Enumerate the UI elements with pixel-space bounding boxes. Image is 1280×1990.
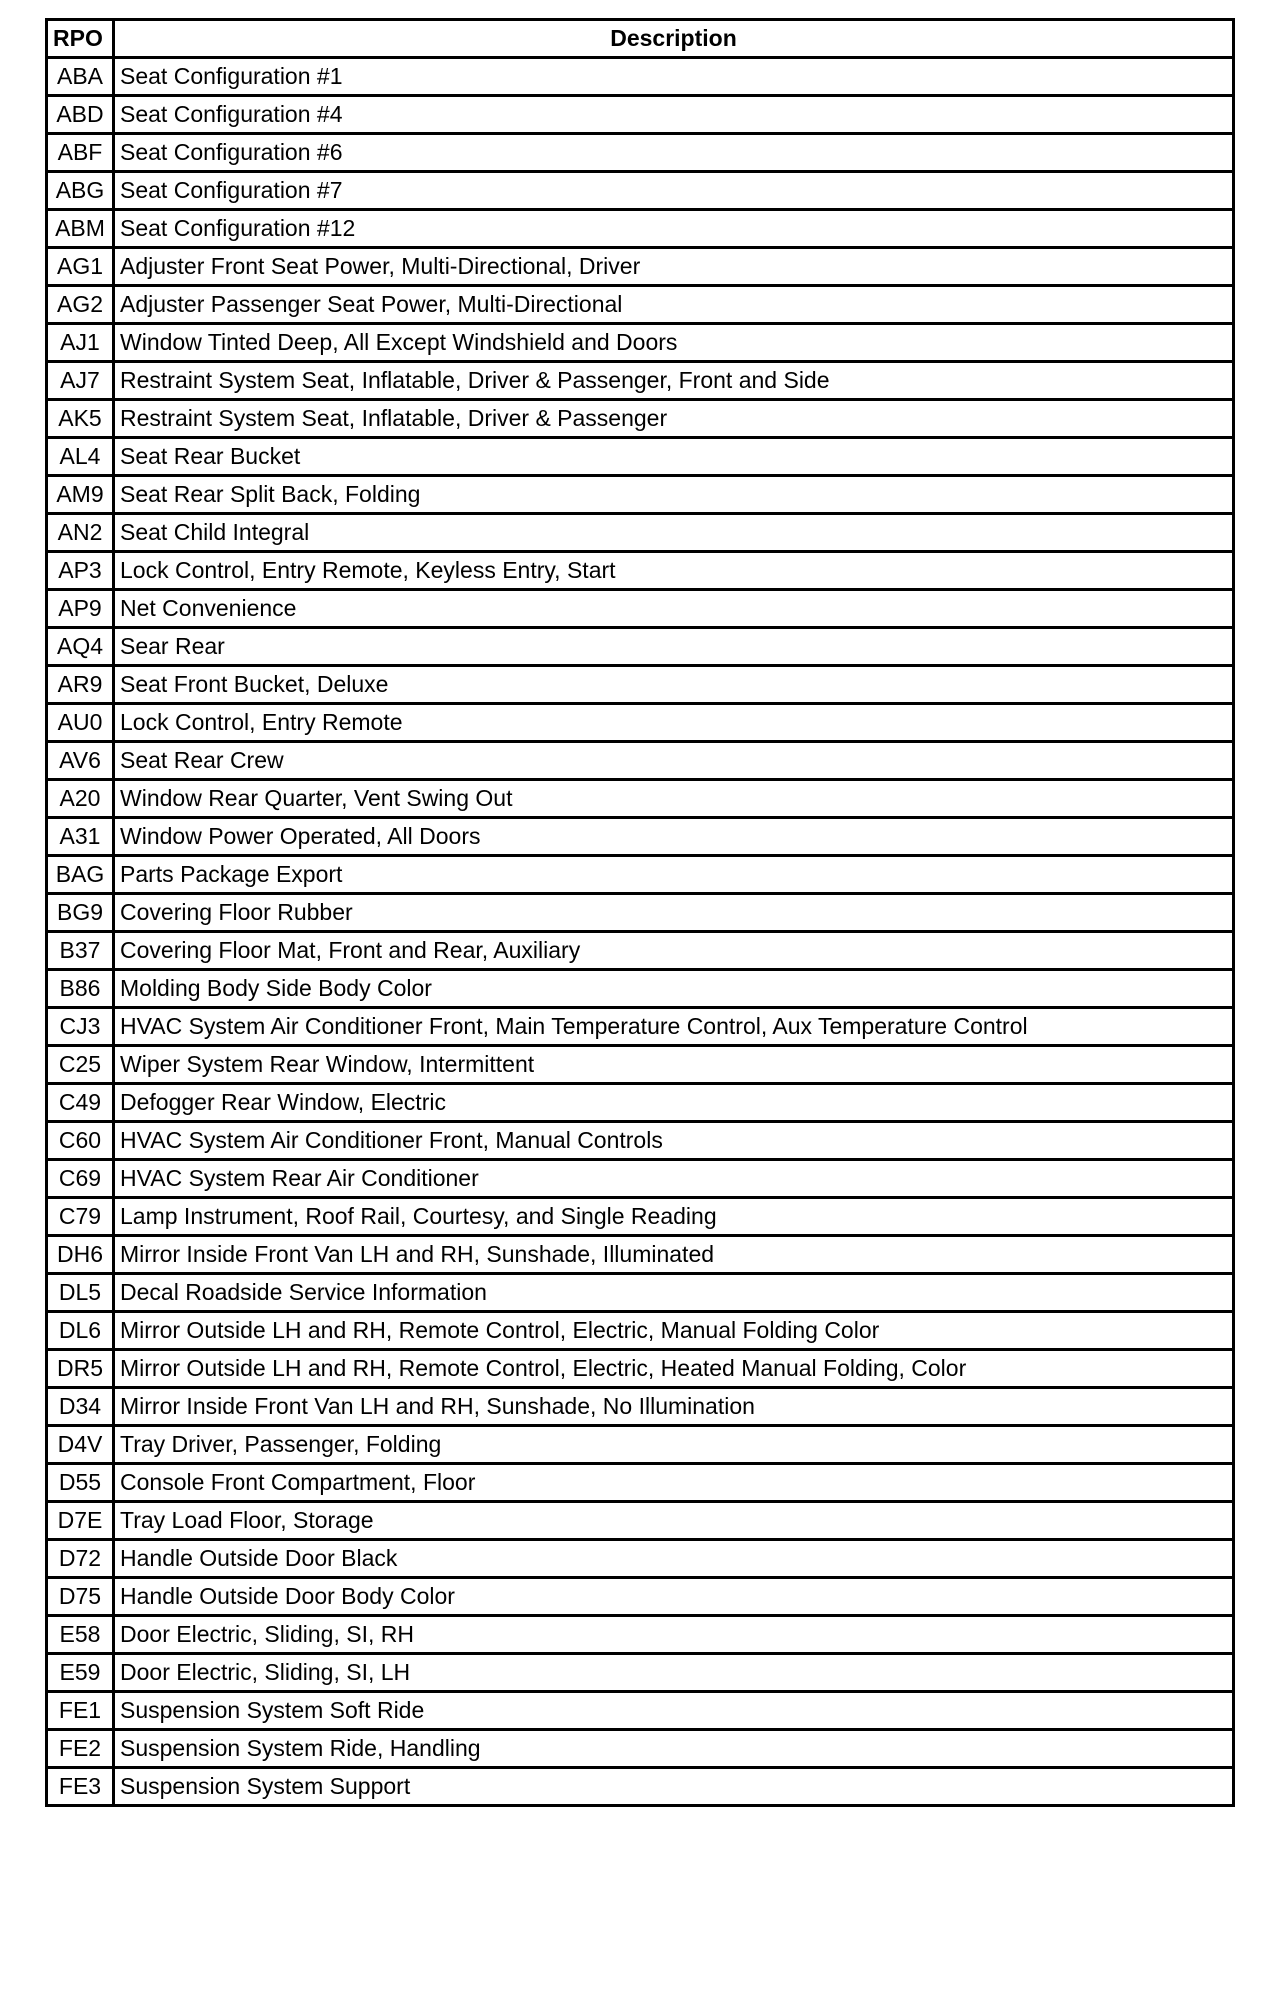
table-row <box>47 1768 1234 1806</box>
table-row <box>47 1160 1234 1198</box>
rpo-code-cell: C79 <box>47 1198 114 1236</box>
description-cell: Covering Floor Rubber <box>114 894 1234 932</box>
rpo-code-cell: D7E <box>47 1502 114 1540</box>
table-row <box>47 1084 1234 1122</box>
rpo-code-cell: BG9 <box>47 894 114 932</box>
rpo-code-cell: AG2 <box>47 286 114 324</box>
table-row <box>47 1730 1234 1768</box>
rpo-code-cell: ABA <box>47 58 114 96</box>
table-row <box>47 514 1234 552</box>
table-row <box>47 970 1234 1008</box>
description-cell: Window Power Operated, All Doors <box>114 818 1234 856</box>
rpo-code-cell: D75 <box>47 1578 114 1616</box>
rpo-code-cell: AN2 <box>47 514 114 552</box>
description-cell: Seat Front Bucket, Deluxe <box>114 666 1234 704</box>
rpo-code-cell: C49 <box>47 1084 114 1122</box>
description-cell: Mirror Outside LH and RH, Remote Control, Electric, Manual Folding Color <box>114 1312 1234 1350</box>
rpo-code-cell: AU0 <box>47 704 114 742</box>
description-cell: Seat Configuration #4 <box>114 96 1234 134</box>
rpo-code-cell: DL6 <box>47 1312 114 1350</box>
rpo-code-cell: AQ4 <box>47 628 114 666</box>
table-row <box>47 1692 1234 1730</box>
rpo-code-cell: C69 <box>47 1160 114 1198</box>
rpo-code-cell: AG1 <box>47 248 114 286</box>
rpo-code-cell: AR9 <box>47 666 114 704</box>
table-row <box>47 476 1234 514</box>
table-row <box>47 1654 1234 1692</box>
description-cell: Seat Configuration #12 <box>114 210 1234 248</box>
table-row <box>47 1122 1234 1160</box>
description-cell: HVAC System Air Conditioner Front, Manual Controls <box>114 1122 1234 1160</box>
description-cell: Tray Load Floor, Storage <box>114 1502 1234 1540</box>
description-cell: Seat Child Integral <box>114 514 1234 552</box>
table-header <box>47 20 1234 58</box>
description-cell: Tray Driver, Passenger, Folding <box>114 1426 1234 1464</box>
table-row <box>47 1350 1234 1388</box>
description-cell: Door Electric, Sliding, SI, LH <box>114 1654 1234 1692</box>
description-cell: Covering Floor Mat, Front and Rear, Auxiliary <box>114 932 1234 970</box>
description-cell: Mirror Inside Front Van LH and RH, Sunshade, No Illumination <box>114 1388 1234 1426</box>
table-row <box>47 856 1234 894</box>
description-cell: Suspension System Soft Ride <box>114 1692 1234 1730</box>
table-row <box>47 666 1234 704</box>
rpo-code-cell: AJ7 <box>47 362 114 400</box>
table-row <box>47 1236 1234 1274</box>
rpo-code-cell: A20 <box>47 780 114 818</box>
description-cell: Seat Rear Split Back, Folding <box>114 476 1234 514</box>
rpo-code-cell: C25 <box>47 1046 114 1084</box>
rpo-code-cell: AK5 <box>47 400 114 438</box>
description-cell: Seat Configuration #7 <box>114 172 1234 210</box>
table-row <box>47 932 1234 970</box>
rpo-code-cell: AJ1 <box>47 324 114 362</box>
table-row <box>47 134 1234 172</box>
rpo-code-cell: ABF <box>47 134 114 172</box>
rpo-code-cell: AP3 <box>47 552 114 590</box>
table-row <box>47 1464 1234 1502</box>
table-row <box>47 894 1234 932</box>
rpo-code-cell: DR5 <box>47 1350 114 1388</box>
description-cell: Seat Configuration #6 <box>114 134 1234 172</box>
description-cell: Lock Control, Entry Remote <box>114 704 1234 742</box>
description-cell: Restraint System Seat, Inflatable, Driver & Passenger, Front and Side <box>114 362 1234 400</box>
description-cell: Molding Body Side Body Color <box>114 970 1234 1008</box>
table-row <box>47 1046 1234 1084</box>
table-row <box>47 248 1234 286</box>
table-row <box>47 1540 1234 1578</box>
description-cell: Net Convenience <box>114 590 1234 628</box>
description-cell: Sear Rear <box>114 628 1234 666</box>
table-row <box>47 1578 1234 1616</box>
table-row <box>47 324 1234 362</box>
description-cell: Decal Roadside Service Information <box>114 1274 1234 1312</box>
description-cell: Lock Control, Entry Remote, Keyless Entry, Start <box>114 552 1234 590</box>
description-column-header: Description <box>114 20 1234 58</box>
rpo-code-cell: D55 <box>47 1464 114 1502</box>
description-cell: Wiper System Rear Window, Intermittent <box>114 1046 1234 1084</box>
table-body <box>47 58 1234 1806</box>
header-row <box>47 20 1234 58</box>
table-row <box>47 1616 1234 1654</box>
rpo-code-cell: E58 <box>47 1616 114 1654</box>
rpo-code-cell: DL5 <box>47 1274 114 1312</box>
description-cell: Adjuster Front Seat Power, Multi-Directional, Driver <box>114 248 1234 286</box>
rpo-code-cell: A31 <box>47 818 114 856</box>
rpo-code-cell: AP9 <box>47 590 114 628</box>
description-cell: Suspension System Ride, Handling <box>114 1730 1234 1768</box>
description-cell: Door Electric, Sliding, SI, RH <box>114 1616 1234 1654</box>
table-row <box>47 780 1234 818</box>
description-cell: Seat Configuration #1 <box>114 58 1234 96</box>
rpo-code-cell: CJ3 <box>47 1008 114 1046</box>
table-row <box>47 1502 1234 1540</box>
description-cell: Adjuster Passenger Seat Power, Multi-Directional <box>114 286 1234 324</box>
description-cell: Handle Outside Door Body Color <box>114 1578 1234 1616</box>
table-row <box>47 704 1234 742</box>
table-row <box>47 1198 1234 1236</box>
description-cell: HVAC System Rear Air Conditioner <box>114 1160 1234 1198</box>
rpo-code-cell: AL4 <box>47 438 114 476</box>
description-cell: Console Front Compartment, Floor <box>114 1464 1234 1502</box>
rpo-code-cell: ABD <box>47 96 114 134</box>
table-row <box>47 552 1234 590</box>
description-cell: Suspension System Support <box>114 1768 1234 1806</box>
table-row <box>47 96 1234 134</box>
description-cell: HVAC System Air Conditioner Front, Main Temperature Control, Aux Temperature Control <box>114 1008 1234 1046</box>
rpo-column-header: RPO <box>47 20 114 58</box>
description-cell: Window Tinted Deep, All Except Windshield and Doors <box>114 324 1234 362</box>
table-row <box>47 58 1234 96</box>
rpo-code-cell: FE1 <box>47 1692 114 1730</box>
table-row <box>47 590 1234 628</box>
table-row <box>47 1008 1234 1046</box>
table-row <box>47 172 1234 210</box>
table-row <box>47 1274 1234 1312</box>
table-row <box>47 1426 1234 1464</box>
rpo-code-cell: AV6 <box>47 742 114 780</box>
rpo-code-cell: FE3 <box>47 1768 114 1806</box>
description-cell: Window Rear Quarter, Vent Swing Out <box>114 780 1234 818</box>
description-cell: Handle Outside Door Black <box>114 1540 1234 1578</box>
rpo-code-cell: D4V <box>47 1426 114 1464</box>
table-row <box>47 1312 1234 1350</box>
description-cell: Restraint System Seat, Inflatable, Driver & Passenger <box>114 400 1234 438</box>
description-cell: Mirror Outside LH and RH, Remote Control, Electric, Heated Manual Folding, Color <box>114 1350 1234 1388</box>
description-cell: Seat Rear Bucket <box>114 438 1234 476</box>
description-cell: Defogger Rear Window, Electric <box>114 1084 1234 1122</box>
description-cell: Mirror Inside Front Van LH and RH, Sunshade, Illuminated <box>114 1236 1234 1274</box>
description-cell: Parts Package Export <box>114 856 1234 894</box>
description-cell: Seat Rear Crew <box>114 742 1234 780</box>
table-row <box>47 818 1234 856</box>
rpo-code-cell: B37 <box>47 932 114 970</box>
rpo-code-cell: C60 <box>47 1122 114 1160</box>
rpo-table <box>45 18 1235 1807</box>
rpo-code-cell: DH6 <box>47 1236 114 1274</box>
rpo-code-cell: BAG <box>47 856 114 894</box>
rpo-code-cell: FE2 <box>47 1730 114 1768</box>
description-cell: Lamp Instrument, Roof Rail, Courtesy, and Single Reading <box>114 1198 1234 1236</box>
rpo-code-cell: E59 <box>47 1654 114 1692</box>
table-row <box>47 628 1234 666</box>
table-row <box>47 1388 1234 1426</box>
rpo-code-cell: ABM <box>47 210 114 248</box>
table-row <box>47 438 1234 476</box>
rpo-code-cell: D34 <box>47 1388 114 1426</box>
table-row <box>47 362 1234 400</box>
table-row <box>47 210 1234 248</box>
rpo-code-cell: D72 <box>47 1540 114 1578</box>
rpo-code-cell: AM9 <box>47 476 114 514</box>
rpo-code-cell: ABG <box>47 172 114 210</box>
table-row <box>47 286 1234 324</box>
rpo-code-cell: B86 <box>47 970 114 1008</box>
table-row <box>47 400 1234 438</box>
table-row <box>47 742 1234 780</box>
